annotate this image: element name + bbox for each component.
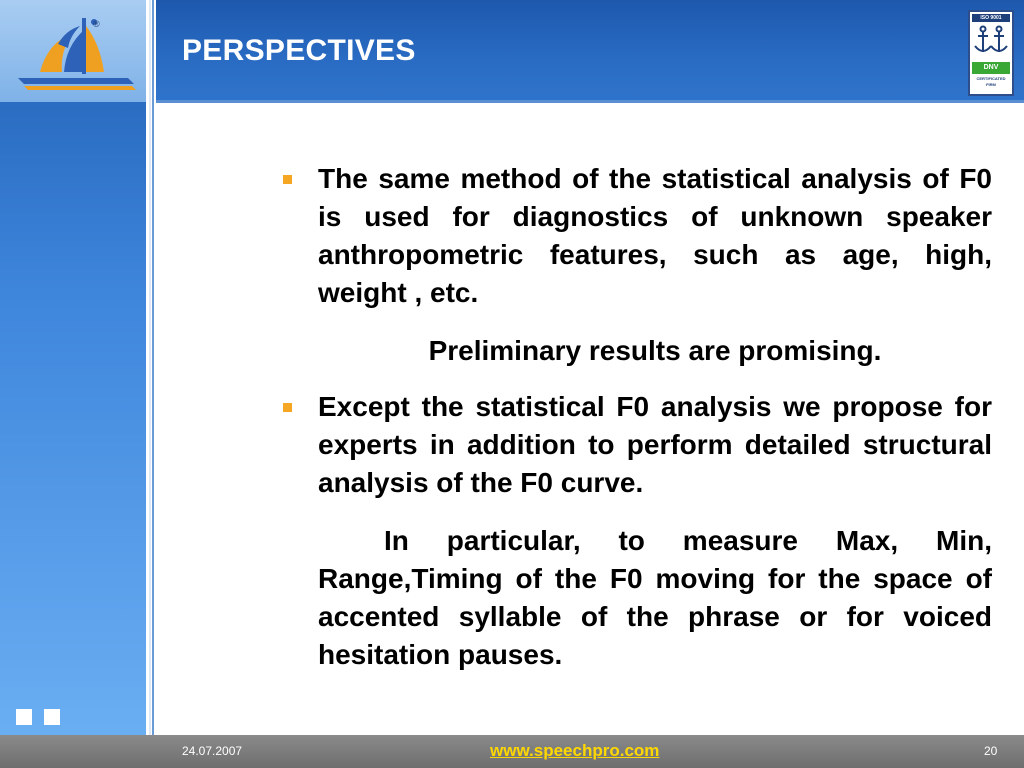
- page-number: 20: [984, 744, 998, 758]
- svg-text:®: ®: [93, 19, 100, 29]
- sidebar-separator: [146, 0, 156, 735]
- detail-text: In particular, to measure Max, Min, Range,Timing of the F0 moving for the space of accented syllable of the phrase or for voiced hesitation pauses.: [318, 525, 992, 670]
- decor-square: [44, 709, 60, 725]
- bullet-item: [280, 388, 992, 502]
- iso-label: ISO 9001: [972, 14, 1010, 22]
- note-text: Preliminary results are promising.: [428, 335, 882, 366]
- sidebar-divider-line: [152, 0, 154, 735]
- bullet-item: [280, 160, 992, 312]
- company-logo-panel: [0, 0, 146, 102]
- bullet-text: The same method of the statistical analysis of F0 is used for diagnostics of unknown speaker anthropometric features, such as age, high, weight , etc.: [318, 163, 992, 308]
- dnv-label: DNV: [972, 62, 1010, 74]
- decor-square: [16, 709, 32, 725]
- anchor-icon: [972, 24, 1010, 58]
- square-bullet-icon: [283, 175, 292, 184]
- header-bottom-edge: [156, 100, 1024, 103]
- bullet-text: Except the statistical F0 analysis we propose for experts in addition to perform detailed structural analysis of the F0 curve.: [318, 391, 992, 498]
- slide-title: PERSPECTIVES: [182, 34, 416, 67]
- iso-certificate-badge: [968, 10, 1014, 96]
- slide-body: [280, 160, 992, 674]
- company-logo-icon: [0, 0, 146, 102]
- certificated-firm-label: CERTIFICATED FIRM: [976, 76, 1006, 87]
- square-bullet-icon: [283, 403, 292, 412]
- left-sidebar: [0, 0, 146, 735]
- footer-date: 24.07.2007: [182, 744, 243, 758]
- detail-paragraph: [280, 522, 992, 674]
- website-link[interactable]: www.speechpro.com: [490, 741, 660, 760]
